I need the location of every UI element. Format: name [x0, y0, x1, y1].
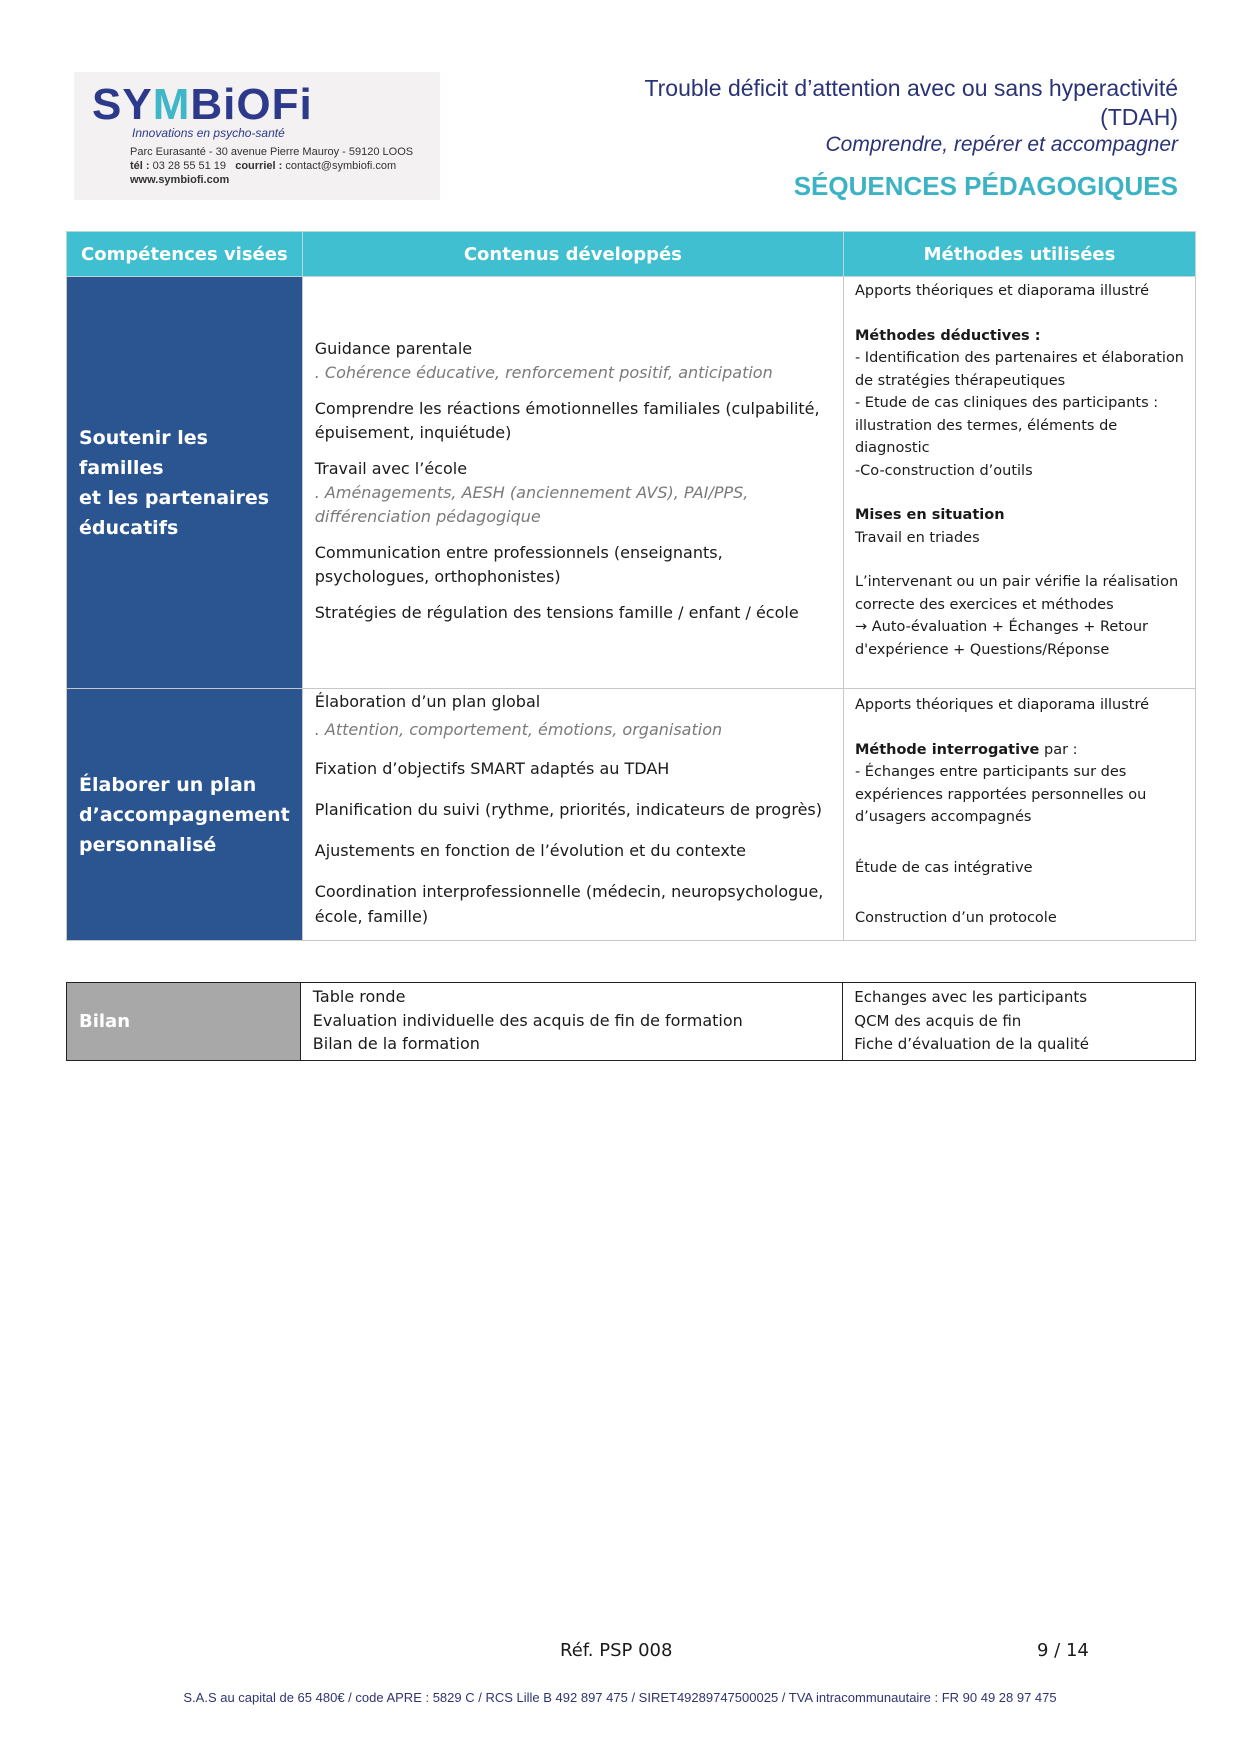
- list-item: QCM des acquis de fin: [854, 1011, 1022, 1030]
- bilan-methods: [843, 983, 1196, 1061]
- table-row: [67, 983, 1196, 1061]
- table-row: [67, 689, 1196, 941]
- logo-address: Parc Eurasanté - 30 avenue Pierre Mauroy - 59120 LOOS: [130, 146, 414, 158]
- table-row: [67, 277, 1196, 689]
- content-item: Stratégies de régulation des tensions famille / enfant / école: [314, 603, 799, 622]
- logo-website: www.symbiofi.com: [130, 174, 230, 186]
- method-item: → Auto-évaluation + Échanges + Retour d'expérience + Questions/Réponse: [854, 619, 1149, 658]
- bilan-label: Bilan: [67, 983, 301, 1061]
- method-title: Mises en situation: [854, 507, 1005, 523]
- company-logo: [74, 72, 440, 200]
- table-header-row: [67, 232, 1196, 277]
- content-item: Guidance parentale: [314, 339, 473, 358]
- method-item: Étude de cas intégrative: [854, 859, 1033, 876]
- content-item: Communication entre professionnels (enseignants, psychologues, orthophonistes): [314, 543, 723, 586]
- content-subitem: . Cohérence éducative, renforcement positif, anticipation: [314, 363, 773, 382]
- methods-cell: [843, 277, 1195, 689]
- content-item: Travail avec l’école: [314, 459, 468, 478]
- document-subtitle: Comprendre, repérer et accompagner: [825, 133, 1178, 156]
- document-reference: Réf. PSP 008: [560, 1640, 673, 1661]
- page-number: 9 / 14: [1037, 1640, 1089, 1661]
- method-item: Apports théoriques et diaporama illustré: [854, 697, 1150, 713]
- list-item: Table ronde: [312, 987, 406, 1006]
- list-item: Fiche d’évaluation de la qualité: [854, 1035, 1089, 1053]
- competence-cell: Élaborer un plan d’accompagnement personnalisé: [67, 689, 303, 941]
- competence-cell: Soutenir les familles et les partenaires éducatifs: [67, 277, 303, 689]
- method-item: - Identification des partenaires et élaboration de stratégies thérapeutiques: [854, 350, 1184, 389]
- method-item: Construction d’un protocole: [854, 910, 1057, 926]
- method-title: Méthodes déductives :: [854, 327, 1041, 344]
- method-title: Méthode interrogative par :: [854, 741, 1078, 758]
- logo-contact: tél : 03 28 55 51 19 courriel : contact@symbiofi.com: [130, 160, 397, 172]
- method-item: Apports théoriques et diaporama illustré: [854, 283, 1150, 299]
- contents-cell: [302, 277, 843, 689]
- content-item: Fixation d’objectifs SMART adaptés au TDAH: [314, 759, 670, 778]
- sequences-table: [66, 231, 1196, 941]
- method-item: - Échanges entre participants sur des expériences rapportées personnelles ou d’usagers accompagnés: [854, 764, 1147, 825]
- logo-tagline: Innovations en psycho-santé: [132, 126, 285, 140]
- content-item: Ajustements en fonction de l’évolution et du contexte: [314, 841, 746, 860]
- methods-cell: [843, 689, 1195, 941]
- content-subitem: . Aménagements, AESH (anciennement AVS), PAI/PPS, différenciation pédagogique: [314, 483, 749, 526]
- content-item: Coordination interprofessionnelle (médecin, neuropsychologue, école, famille): [314, 882, 824, 926]
- header-competences: Compétences visées: [67, 232, 303, 277]
- content-item: Planification du suivi (rythme, priorités, indicateurs de progrès): [314, 800, 822, 819]
- method-item: L’intervenant ou un pair vérifie la réalisation correcte des exercices et méthodes: [854, 574, 1179, 613]
- logo-wordmark: SYMBiOFi: [92, 80, 313, 129]
- bilan-table: [66, 982, 1196, 1061]
- content-item: Comprendre les réactions émotionnelles familiales (culpabilité, épuisement, inquiétude): [314, 399, 820, 442]
- document-title: Trouble déficit d’attention avec ou sans hyperactivité (TDAH): [644, 75, 1178, 130]
- contents-cell: [302, 689, 843, 941]
- header-contenus: Contenus développés: [302, 232, 843, 277]
- header-methodes: Méthodes utilisées: [843, 232, 1195, 277]
- list-item: Evaluation individuelle des acquis de fin de formation: [312, 1010, 743, 1030]
- method-item: Travail en triades: [854, 529, 980, 546]
- method-item: - Etude de cas cliniques des participants : illustration des termes, éléments de diagnostic: [854, 395, 1159, 456]
- arrow-right-icon: →: [854, 619, 868, 635]
- list-item: Echanges avec les participants: [854, 988, 1088, 1006]
- legal-footer: S.A.S au capital de 65 480€ / code APRE : 5829 C / RCS Lille B 492 897 475 / SIRET49289747500025 / TVA intracommunautaire : FR 90 49 28 97 475: [183, 1690, 1057, 1705]
- method-item: -Co-construction d’outils: [854, 462, 1033, 479]
- content-subitem: . Attention, comportement, émotions, organisation: [314, 720, 723, 739]
- section-heading: SÉQUENCES PÉDAGOGIQUES: [793, 171, 1178, 201]
- list-item: Bilan de la formation: [312, 1034, 480, 1053]
- content-item: Élaboration d’un plan global: [314, 692, 541, 711]
- bilan-contents: [300, 983, 842, 1061]
